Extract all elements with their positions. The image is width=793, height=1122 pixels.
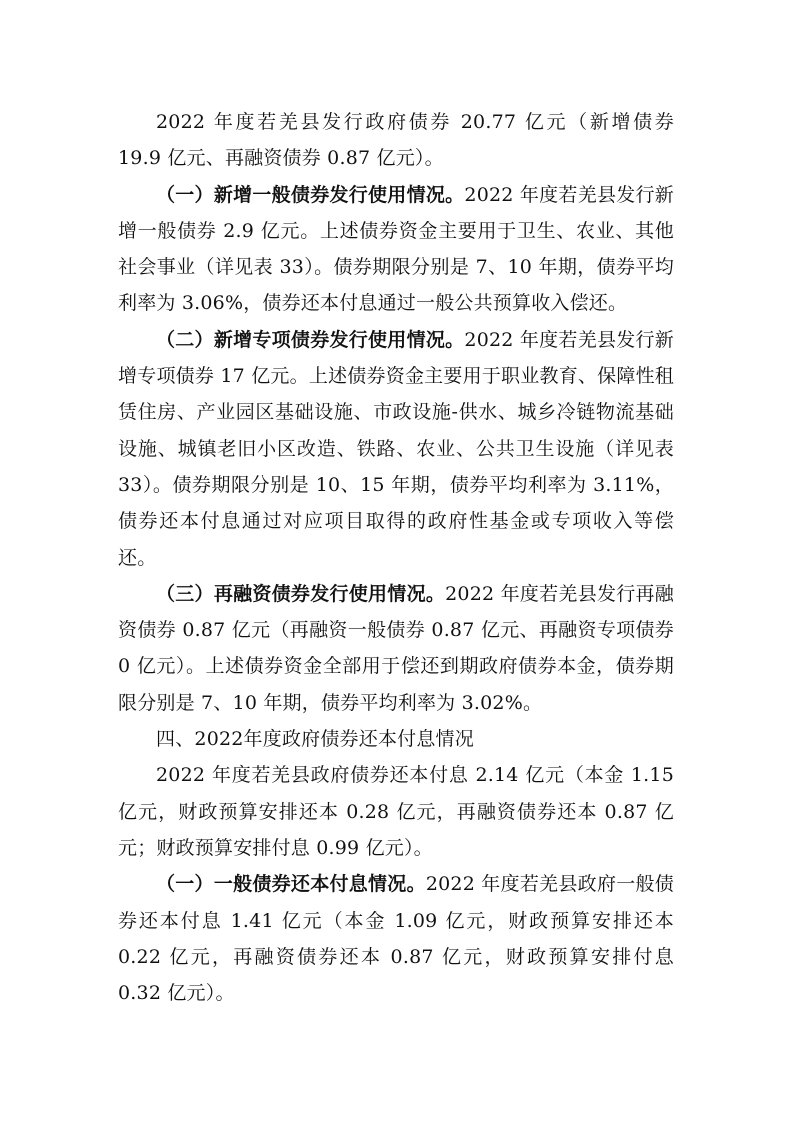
paragraph-text: 2022 年度若羌县政府一般债券还本付息 1.41 亿元（本金 1.09 亿元，财政预算安排还本 0.22 亿元，再融资债券还本 0.87 亿元，财政预算安排付息 0.32 亿元）。 xyxy=(118,873,674,1005)
document-body xyxy=(118,104,674,1011)
paragraph-new-special-bonds xyxy=(118,322,674,576)
paragraph-refinancing-bonds xyxy=(118,576,674,721)
paragraph-issuance-summary xyxy=(118,104,674,177)
paragraph-new-general-bonds xyxy=(118,177,674,322)
paragraph-text: 2022 年度若羌县政府债券还本付息 2.14 亿元（本金 1.15 亿元，财政预算安排还本 0.28 亿元，再融资债券还本 0.87 亿元；财政预算安排付息 0.99 亿元）。 xyxy=(118,764,674,859)
paragraph-lead: （二）新增专项债券发行使用情况。 xyxy=(156,328,465,351)
paragraph-text: 2022 年度若羌县发行再融资债券 0.87 亿元（再融资一般债券 0.87 亿元、再融资专项债券 0 亿元）。上述债券资金全部用于偿还到期政府债券本金，债券期限分别是 7、10 年期，债券平均利率为 3.02%。 xyxy=(118,582,674,714)
paragraph-general-bond-repayment xyxy=(118,866,674,1011)
paragraph-text: 2022 年度若羌县发行新增一般债券 2.9 亿元。上述债券资金主要用于卫生、农业、其他社会事业（详见表 33）。债券期限分别是 7、10 年期，债券平均利率为 3.06%，债券还本付息通过一般公共预算收入偿还。 xyxy=(118,183,674,315)
paragraph-lead: （一）新增一般债券发行使用情况。 xyxy=(156,183,465,206)
paragraph-lead: （三）再融资债券发行使用情况。 xyxy=(156,582,446,605)
paragraph-lead: （一）一般债券还本付息情况。 xyxy=(156,873,426,896)
paragraph-repayment-summary xyxy=(118,757,674,866)
section-heading: 四、2022年度政府债券还本付息情况 xyxy=(156,728,474,751)
paragraph-text: 2022 年度若羌县发行新增专项债券 17 亿元。上述债券资金主要用于职业教育、保障性租赁住房、产业园区基础设施、市政设施-供水、城乡冷链物流基础设施、城镇老旧小区改造、铁路、农业、公共卫生设施（详见表 33）。债券期限分别是 10、15 年期，债券平均利率为 3.11%，债券还本付息通过对应项目取得的政府性基金或专项收入等偿还。 xyxy=(118,328,674,569)
paragraph-text: 2022 年度若羌县发行政府债券 20.77 亿元（新增债券 19.9 亿元、再融资债券 0.87 亿元）。 xyxy=(118,111,674,170)
